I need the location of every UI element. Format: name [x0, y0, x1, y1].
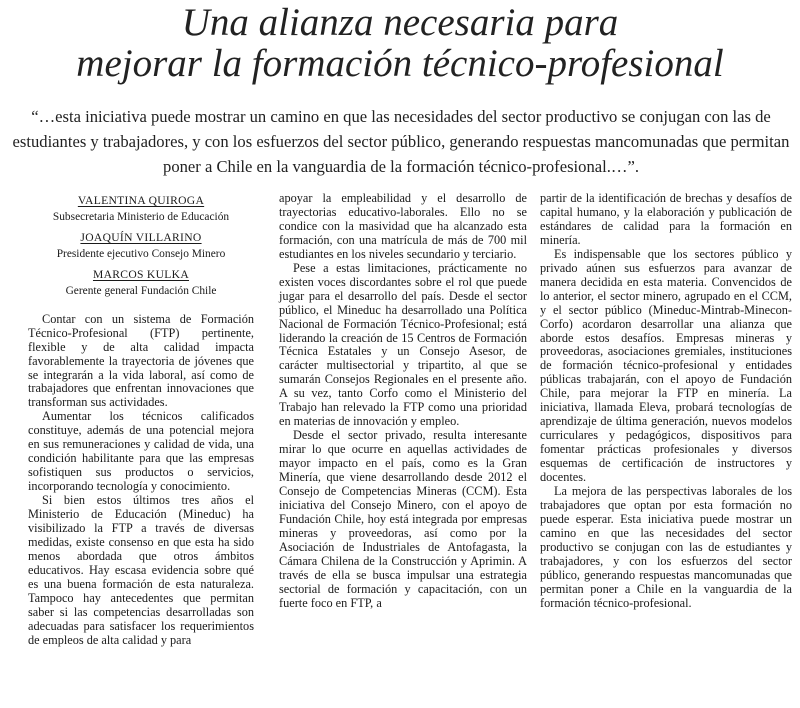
- author-name: VALENTINA QUIROGA: [77, 194, 205, 207]
- paragraph-3-part-2: apoyar la empleabilidad y el desarrollo de trayectorias educativo-laborales. Ello no se condice con la masividad que ha alcanzado esta formación, con una matrícula de más de 700 mil estudiantes en los niveles secundario y terciario.: [279, 191, 527, 261]
- paragraph-4: Pese a estas limitaciones, prácticamente no existen voces discordantes sobre el rol que puede jugar para el desarrollo del país. Desde el sector público, el Mineduc ha desarrollado una Política Nacional de Formación Técnico-Profesional; está liderando la creación de 15 Centros de Formación Técnica Estatales y un Consejo Asesor, de carácter multisectorial y tripartito, al que se sumarán Consejos Regionales en el presente año. A su vez, tanto Corfo como el Ministerio del Trabajo han relevado la FTP como una prioridad en materias de innovación y empleo.: [279, 260, 527, 429]
- author-role: Subsecretaria Ministerio de Educación: [52, 210, 230, 223]
- paragraph-3-part-1: Si bien estos últimos tres años el Ministerio de Educación (Mineduc) ha visibilizado la FTP a través de diversas medidas, existe consenso en que esta ha sido menos abordada que otros ámbitos educativos. Hay escasa evidencia sobre qué es una buena formación de esta naturaleza. Tampoco hay antecedentes que permitan saber si las competencias desarrolladas son adecuadas para satisfacer los requerimientos de empleos de alta calidad y para: [28, 493, 254, 647]
- author-name: MARCOS KULKA: [92, 267, 190, 281]
- column-2: [279, 192, 527, 611]
- author-2: [28, 231, 254, 262]
- paragraph-1: Contar con un sistema de Formación Técnico-Profesional (FTP) pertinente, flexible y de alta calidad impacta favorablemente la trayectoria de jóvenes que se integrarán a la vida laboral, así como de trabajadores que enfrentan innovaciones que transforman sus actividades.: [28, 311, 254, 410]
- title-line-2: mejorar la formación técnico-profesional: [76, 42, 724, 85]
- author-role: Presidente ejecutivo Consejo Minero: [56, 247, 226, 260]
- paragraph-6: Es indispensable que los sectores público y privado aúnen sus esfuerzos para avanzar de manera decidida en esta materia. Convencidos de lo anterior, el sector minero, agrupado en el CCM, y el sector público (Mineduc-Mintrab-Minecon-Corfo) acordaron desarrollar una alianza que aborde estos desafíos. Empresas mineras y proveedoras, asociaciones gremiales, instituciones de formación técnico-profesional y entidades públicas trabajarán, con el apoyo de Fundación Chile, para mejorar la FTP en minería. La iniciativa, llamada Eleva, probará tecnologías de aprendizaje de última generación, nuevos modelos curriculares y pedagógicos, dispositivos para fomentar prácticas profesionales y diversos esquemas de certificación de instructores y docentes.: [540, 246, 792, 485]
- title-line-1: Una alianza necesaria para: [181, 1, 619, 44]
- column-3: [540, 192, 792, 611]
- column-1: [28, 194, 254, 648]
- paragraph-7: La mejora de las perspectivas laborales de los trabajadores que optan por esta formación no puede esperar. Esta iniciativa puede mostrar un camino en que las necesidades del sector productivo se conjugan con las de estudiantes y trabajadores, y con los esfuerzos del sector público, generando respuestas mancomunadas que permitan poner a Chile en la vanguardia de la formación técnico-profesional.: [540, 484, 792, 610]
- author-1: [28, 194, 254, 225]
- pull-quote: “…esta iniciativa puede mostrar un camino en que las necesidades del sector productivo se conjugan con las de estudiantes y trabajadores, y con los esfuerzos del sector público, generando respuestas mancomunadas que permitan poner a Chile en la vanguardia de la formación técnico-profesional.…”.: [12, 107, 790, 176]
- paragraph-5-part-1: Desde el sector privado, resulta interesante mirar lo que ocurre en aquellas actividades de mayor impacto en el país, como es la Gran Minería, que viene desarrollando desde 2012 el Consejo de Competencias Mineras (CCM). Esta iniciativa del Consejo Minero, con el apoyo de Fundación Chile, hoy está integrada por empresas mineras y proveedoras, así como por la Asociación de Industriales de Antofagasta, la Cámara Chilena de la Construcción y Aprimin. A través de ella se busca impulsar una estrategia sectorial de formación y capacitación, con un fuerte foco en FTP, a: [279, 428, 527, 610]
- author-block: [28, 194, 254, 299]
- author-3: [28, 268, 254, 299]
- article-title: [0, 2, 800, 84]
- paragraph-2: Aumentar los técnicos calificados constituye, además de una potencial mejora en sus remuneraciones y calidad de vida, una condición habilitante para que las empresas sofistiquen sus productos o servicios, incorporando tecnología y conocimiento.: [28, 409, 254, 494]
- author-name: JOAQUÍN VILLARINO: [80, 230, 202, 244]
- paragraph-5-part-2: partir de la identificación de brechas y desafíos de capital humano, y la elaboración y publicación de estándares de calidad para la formación en minería.: [540, 191, 792, 247]
- author-role: Gerente general Fundación Chile: [65, 284, 217, 297]
